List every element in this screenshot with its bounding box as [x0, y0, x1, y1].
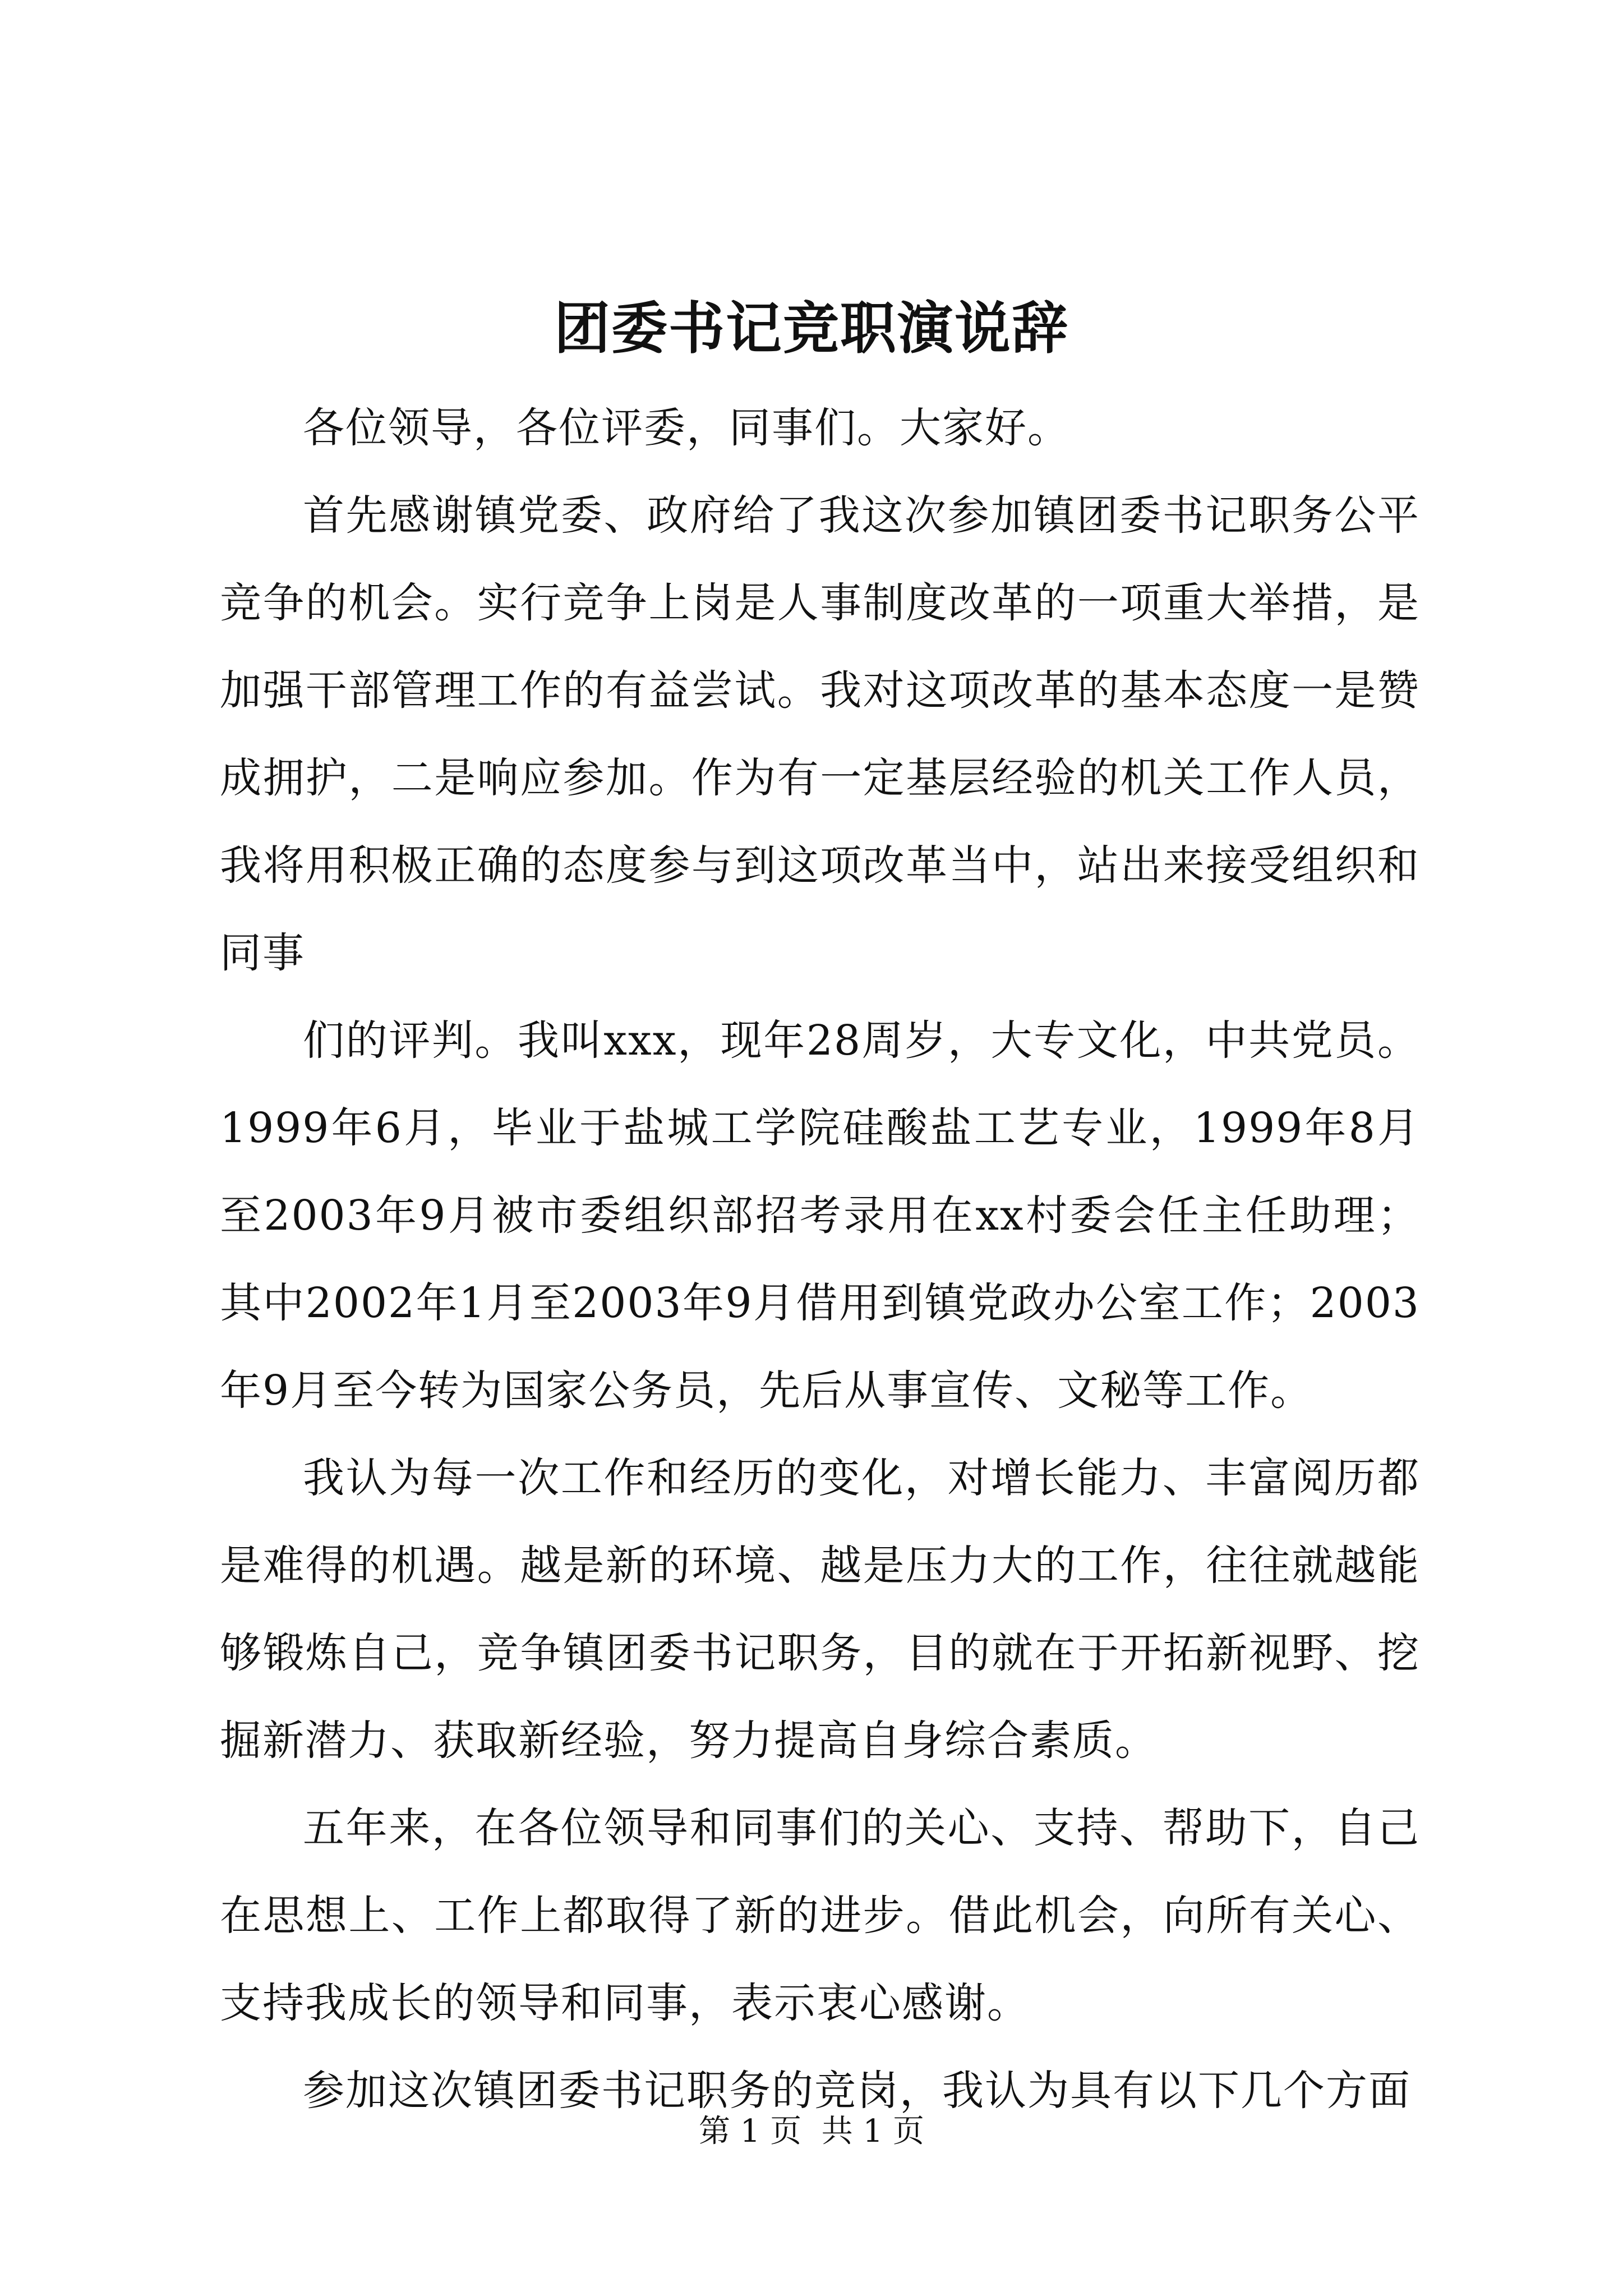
paragraph-self-introduction: 们的评判。我叫xxx，现年28周岁，大专文化，中共党员。1999年6月，毕业于盐城工学院硅酸盐工艺专业，1999年8月至2003年9月被市委组织部招考录用在xx村委会任主任助理；其中2002年1月至2003年9月借用到镇党政办公室工作；2003年9月至今转为国家公务员，先后从事宣传、文秘等工作。 — [220, 1016, 1420, 1415]
paragraph-greeting: 各位领导，各位评委，同事们。大家好。 — [303, 404, 1070, 452]
document-title: 团委书记竞职演说辞 — [554, 295, 1069, 361]
paragraph-thanks: 首先感谢镇党委、政府给了我这次参加镇团委书记职务公平竞争的机会。实行竞争上岗是人事制度改革的一项重大举措，是加强干部管理工作的有益尝试。我对这项改革的基本态度一是赞成拥护，二是响应参加。作为有一定基层经验的机关工作人员，我将用积极正确的态度参与到这项改革当中，站出来接受组织和同事 — [220, 491, 1420, 977]
paragraph-advantages: 参加这次镇团委书记职务的竞岗，我认为具有以下几个方面 — [303, 2067, 1411, 2115]
page-footer: 第 1 页 共 1 页 — [698, 2113, 925, 2150]
document-body — [220, 384, 1420, 2134]
paragraph-opportunity: 我认为每一次工作和经历的变化，对增长能力、丰富阅历都是难得的机遇。越是新的环境、越是压力大的工作，往往就越能够锻炼自己，竞争镇团委书记职务，目的就在于开拓新视野、挖掘新潜力、获取新经验，努力提高自身综合素质。 — [220, 1454, 1420, 1765]
paragraph-gratitude: 五年来，在各位领导和同事们的关心、支持、帮助下，自己在思想上、工作上都取得了新的进步。借此机会，向所有关心、支持我成长的领导和同事，表示衷心感谢。 — [220, 1804, 1420, 2027]
